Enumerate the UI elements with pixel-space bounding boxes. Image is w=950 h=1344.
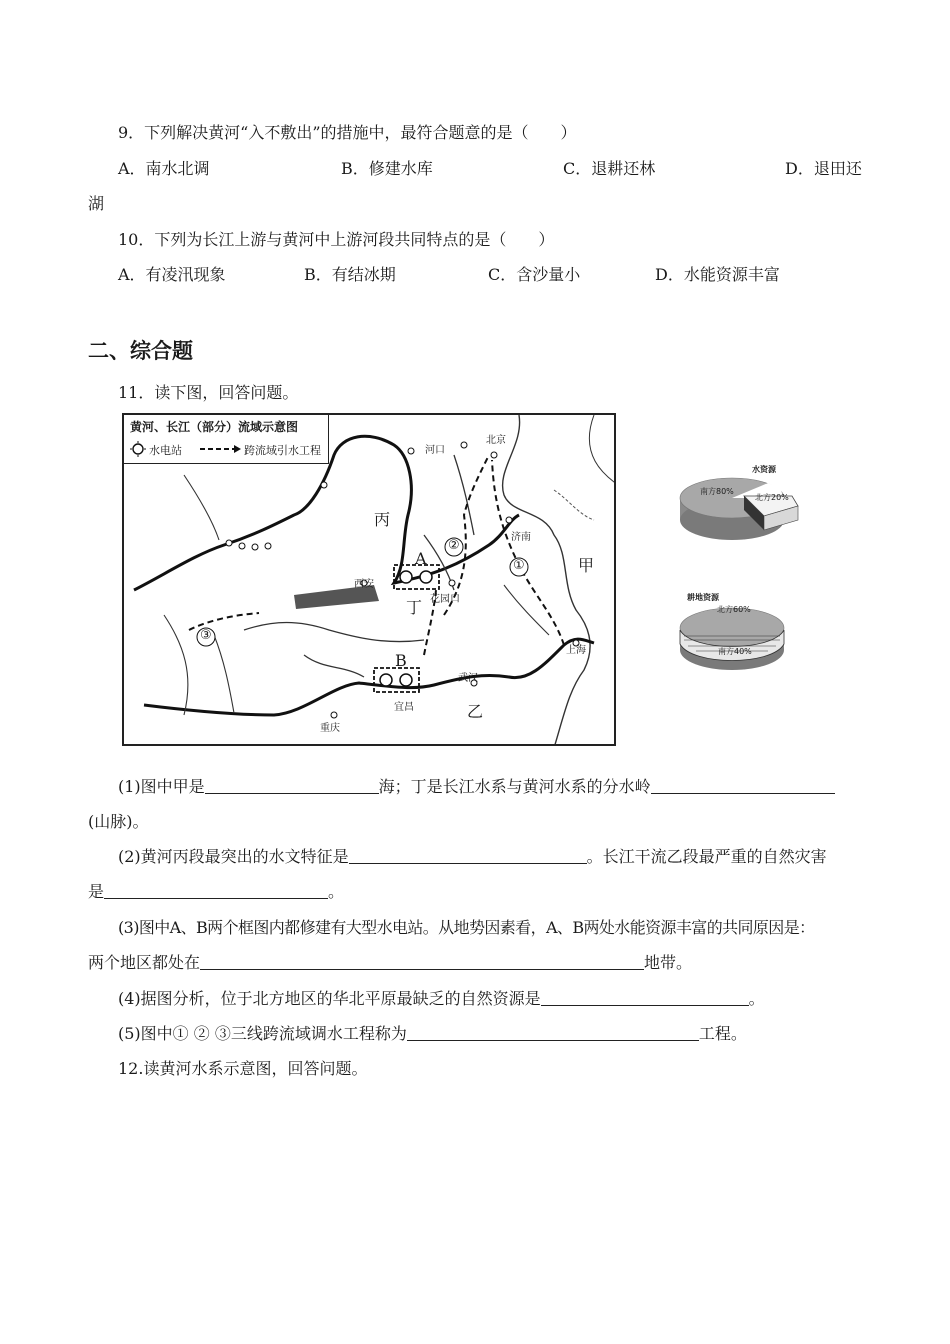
q11-sub5-line <box>118 1021 747 1044</box>
label-bing: 丙 <box>374 510 391 529</box>
hydropower-station-icon <box>129 441 149 457</box>
q11-sub1-text-c: (山脉)。 <box>88 812 149 831</box>
q11-sub2-line2 <box>88 879 344 902</box>
q11-sub1-line <box>118 774 835 797</box>
pie-water-title: 水资源 <box>752 465 776 474</box>
route-2-label: ② <box>448 538 460 553</box>
q11-sub2-line <box>118 844 827 867</box>
q11-sub4-text-a: (4)据图分析，位于北方地区的华北平原最缺乏的自然资源是 <box>118 989 541 1008</box>
map-legend <box>124 415 329 464</box>
q10-option-a: A．有凌汛现象 <box>118 265 226 284</box>
legend-transfer-label: 跨流域引水工程 <box>244 444 321 457</box>
river-basin-map <box>122 413 616 746</box>
q11-sub4-blank[interactable] <box>541 989 749 1006</box>
q11-sub3-text-a: (3)图中A、B两个框图内都修建有大型水电站。从地势因素看，A、B两处水能资源丰富的共同原因是： <box>118 918 815 937</box>
label-xian: 西安 <box>354 579 374 590</box>
q10-stem: 10．下列为长江上游与黄河中上游河段共同特点的是（ ） <box>118 230 555 249</box>
label-yi: 乙 <box>467 702 484 721</box>
q11-sub5-text-a: (5)图中① ② ③三线跨流域调水工程称为 <box>118 1024 407 1043</box>
label-chongqing: 重庆 <box>320 723 340 734</box>
q11-sub2-blank-2[interactable] <box>104 882 328 899</box>
pie-land-title: 耕地资源 <box>687 593 719 602</box>
q12-stem: 12.读黄河水系示意图，回答问题。 <box>118 1059 368 1078</box>
section-heading: 二、综合题 <box>88 339 193 363</box>
label-ding: 丁 <box>406 598 423 617</box>
label-shanghai: 上海 <box>566 645 586 656</box>
label-jia: 甲 <box>578 556 595 575</box>
map-title: 黄河、长江（部分）流域示意图 <box>130 420 299 434</box>
q11-sub2-text-d: 。 <box>328 882 345 901</box>
q11-sub5-text-b: 工程。 <box>698 1024 747 1043</box>
pie-water-south: 南方80% <box>700 487 734 496</box>
label-box-a: A <box>415 549 427 568</box>
q11-sub3-line2 <box>88 950 692 973</box>
q11-sub3-blank[interactable] <box>200 953 644 970</box>
pie-water-north: 北方20% <box>755 493 789 502</box>
q11-stem: 11．读下图，回答问题。 <box>118 383 299 402</box>
q11-sub4-line <box>118 986 765 1009</box>
q11-sub1-blank-1[interactable] <box>205 777 379 794</box>
q11-sub3-text-c: 地带。 <box>644 953 693 972</box>
q9-option-d-wrap: 湖 <box>88 194 105 213</box>
pie-land-north: 北方60% <box>717 605 751 614</box>
q11-sub1-blank-2[interactable] <box>651 777 835 794</box>
route-3-label: ③ <box>200 628 212 643</box>
q11-sub1-text-b: 海；丁是长江水系与黄河水系的分水岭 <box>378 777 651 796</box>
q11-sub2-text-c: 是 <box>88 882 105 901</box>
q9-option-b: B．修建水库 <box>341 159 433 178</box>
q10-option-b: B．有结冰期 <box>304 265 396 284</box>
label-box-b: B <box>395 651 407 670</box>
q11-sub4-text-b: 。 <box>748 989 765 1008</box>
label-hekou: 河口 <box>425 445 445 456</box>
label-beijing: 北京 <box>486 435 506 446</box>
q11-sub2-text-b: 。长江干流乙段最严重的自然灾害 <box>586 847 827 866</box>
transfer-arrow-icon <box>200 444 242 454</box>
label-yichang: 宜昌 <box>394 702 414 713</box>
q11-sub3-text-b: 两个地区都处在 <box>88 953 201 972</box>
q10-option-d: D．水能资源丰富 <box>655 265 780 284</box>
legend-station-label: 水电站 <box>149 444 182 457</box>
q9-option-a: A．南水北调 <box>118 159 210 178</box>
q9-option-c: C．退耕还林 <box>563 159 656 178</box>
q11-sub2-text-a: (2)黄河丙段最突出的水文特征是 <box>118 847 349 866</box>
label-huayuankou: 花园口 <box>430 594 460 605</box>
q11-sub2-blank-1[interactable] <box>349 847 587 864</box>
q9-option-d: D．退田还 <box>785 159 862 178</box>
q11-sub1-text-a: (1)图中甲是 <box>118 777 205 796</box>
q10-option-c: C．含沙量小 <box>488 265 581 284</box>
label-jinan: 济南 <box>511 532 531 543</box>
pie-land-south: 南方40% <box>718 647 752 656</box>
q11-sub5-blank[interactable] <box>407 1024 699 1041</box>
label-wuhan: 武汉 <box>458 673 478 684</box>
q9-stem: 9．下列解决黄河“入不敷出”的措施中，最符合题意的是（ ） <box>118 123 577 142</box>
route-1-label: ① <box>513 558 525 573</box>
